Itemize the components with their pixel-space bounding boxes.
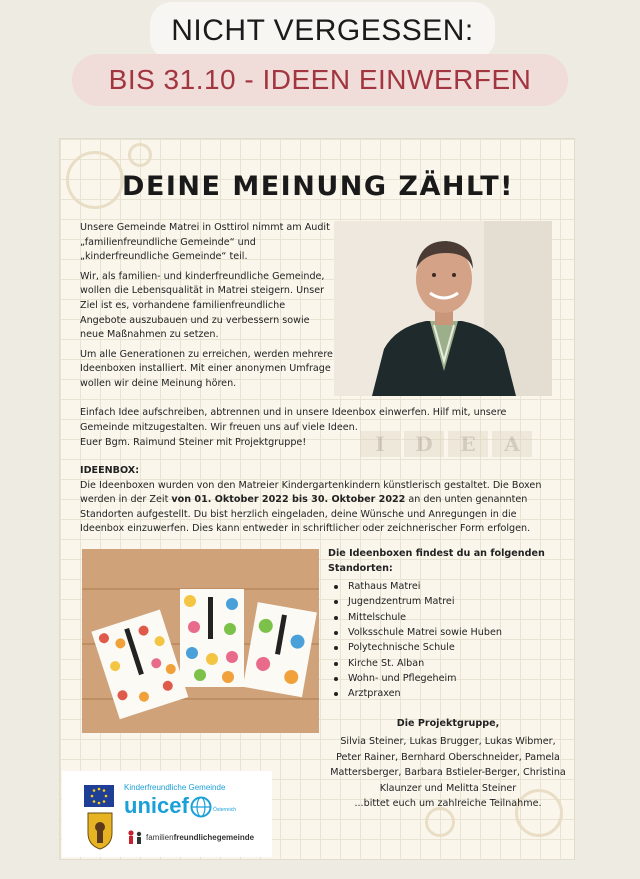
- intro-paragraph: Um alle Generationen zu erreichen, werden mehrere Ideenboxen installiert. Mit einer anonymen Umfrage wollen wir deine Meinung hören.: [80, 348, 333, 389]
- intro-paragraph: Wir, als familien- und kinderfreundliche Gemeinde, wollen die Lebensqualität in Matrei steigern. Unser Ziel ist es, vorhandene familienfreundliche Angebote auszubauen und zu verbessern sowie neue Maßnahmen zu setzen.: [80, 270, 325, 341]
- mayor-photo-illustration: [334, 221, 552, 396]
- gear-decoration: [128, 143, 152, 167]
- unicef-sub: Österreich: [213, 807, 237, 813]
- kinderfreundliche-label: Kinderfreundliche Gemeinde: [124, 783, 226, 792]
- locations-section: [328, 547, 568, 702]
- ideenbox-title: IDEENBOX:: [80, 465, 140, 476]
- idea-letter: D: [404, 431, 444, 457]
- intro-paragraph: Unsere Gemeinde Matrei in Osttirol nimmt am Audit „familienfreundliche Gemeinde“ und „kinderfreundliche Gemeinde“ teil.: [80, 222, 330, 263]
- unicef-globe-icon: [190, 796, 212, 818]
- ideenbox-text-2: an den unten genannten Standorten aufgestellt. Du bist herzlich eingeladen, deine Wünsche und Anregungen in die Ideenbox einzuwerfen. Dies kann entweder in schriftlicher oder zeichnerischer Form erfolgen.: [80, 494, 531, 535]
- mayor-portrait: [334, 221, 552, 396]
- group-members: Silvia Steiner, Lukas Brugger, Lukas Wibmer, Peter Rainer, Bernhard Oberschneider, Pamela Mattersberger, Barbara Bstieler-Berger, Christina Klaunzer und Melitta Steiner: [330, 736, 566, 794]
- project-group: [328, 716, 568, 811]
- reminder-title: NICHT VERGESSEN:: [171, 14, 474, 47]
- signature: Euer Bgm. Raimund Steiner mit Projektgruppe!: [80, 437, 307, 449]
- cta-text: Einfach Idee aufschreiben, abtrennen und in unsere Ideenbox einwerfen. Hilf mit, unsere Gemeinde mitzugestalten. Wir freuen uns auf viele Ideen.: [80, 407, 507, 433]
- deadline-banner: [72, 54, 568, 106]
- idea-letter: E: [448, 431, 488, 457]
- familien-prefix: familien: [146, 833, 174, 842]
- unicef-logo: unicef: [124, 793, 189, 818]
- list-item: Mittelschule: [328, 610, 568, 625]
- family-figures-icon: [126, 829, 144, 845]
- familien-suffix: freundlichegemeinde: [173, 833, 255, 842]
- familien-logo: [146, 833, 254, 842]
- list-item: Jugendzentrum Matrei: [328, 594, 568, 609]
- idea-letter: I: [360, 431, 400, 457]
- intro-text: [80, 221, 334, 397]
- list-item: Volksschule Matrei sowie Huben: [328, 625, 568, 640]
- group-closing: ...bittet euch um zahlreiche Teilnahme.: [354, 798, 542, 810]
- list-item: Wohn- und Pflegeheim: [328, 671, 568, 686]
- flyer: [59, 138, 575, 860]
- coat-of-arms-icon: [86, 811, 114, 851]
- locations-list: [328, 579, 568, 701]
- group-title: Die Projektgruppe,: [396, 718, 500, 729]
- locations-title: Die Ideenboxen findest du an folgenden Standorten:: [328, 548, 545, 574]
- deadline-text: BIS 31.10 - IDEEN EINWERFEN: [108, 64, 532, 95]
- reminder-banner: [150, 2, 495, 60]
- eu-flag-icon: [84, 785, 114, 807]
- ideenbox-section: [80, 464, 556, 537]
- gear-decoration: [425, 807, 455, 837]
- list-item: Rathaus Matrei: [328, 579, 568, 594]
- ideenbox-text: Die Ideenboxen wurden von den Matreier Kindergartenkindern künstlerisch gestaltet. Die Boxen werden in der Zeit: [80, 479, 542, 506]
- idea-letters: [360, 431, 532, 457]
- list-item: Kirche St. Alban: [328, 656, 568, 671]
- ideenbox-period: von 01. Oktober 2022 bis 30. Oktober 2022: [171, 494, 406, 506]
- list-item: Arztpraxen: [328, 686, 568, 701]
- ideenbox-photo: [82, 549, 319, 733]
- idea-letter: A: [492, 431, 532, 457]
- ideenbox-illustration: [82, 549, 319, 733]
- logo-panel: [62, 771, 272, 857]
- page-title: DEINE MEINUNG ZÄHLT!: [122, 171, 514, 202]
- list-item: Polytechnische Schule: [328, 640, 568, 655]
